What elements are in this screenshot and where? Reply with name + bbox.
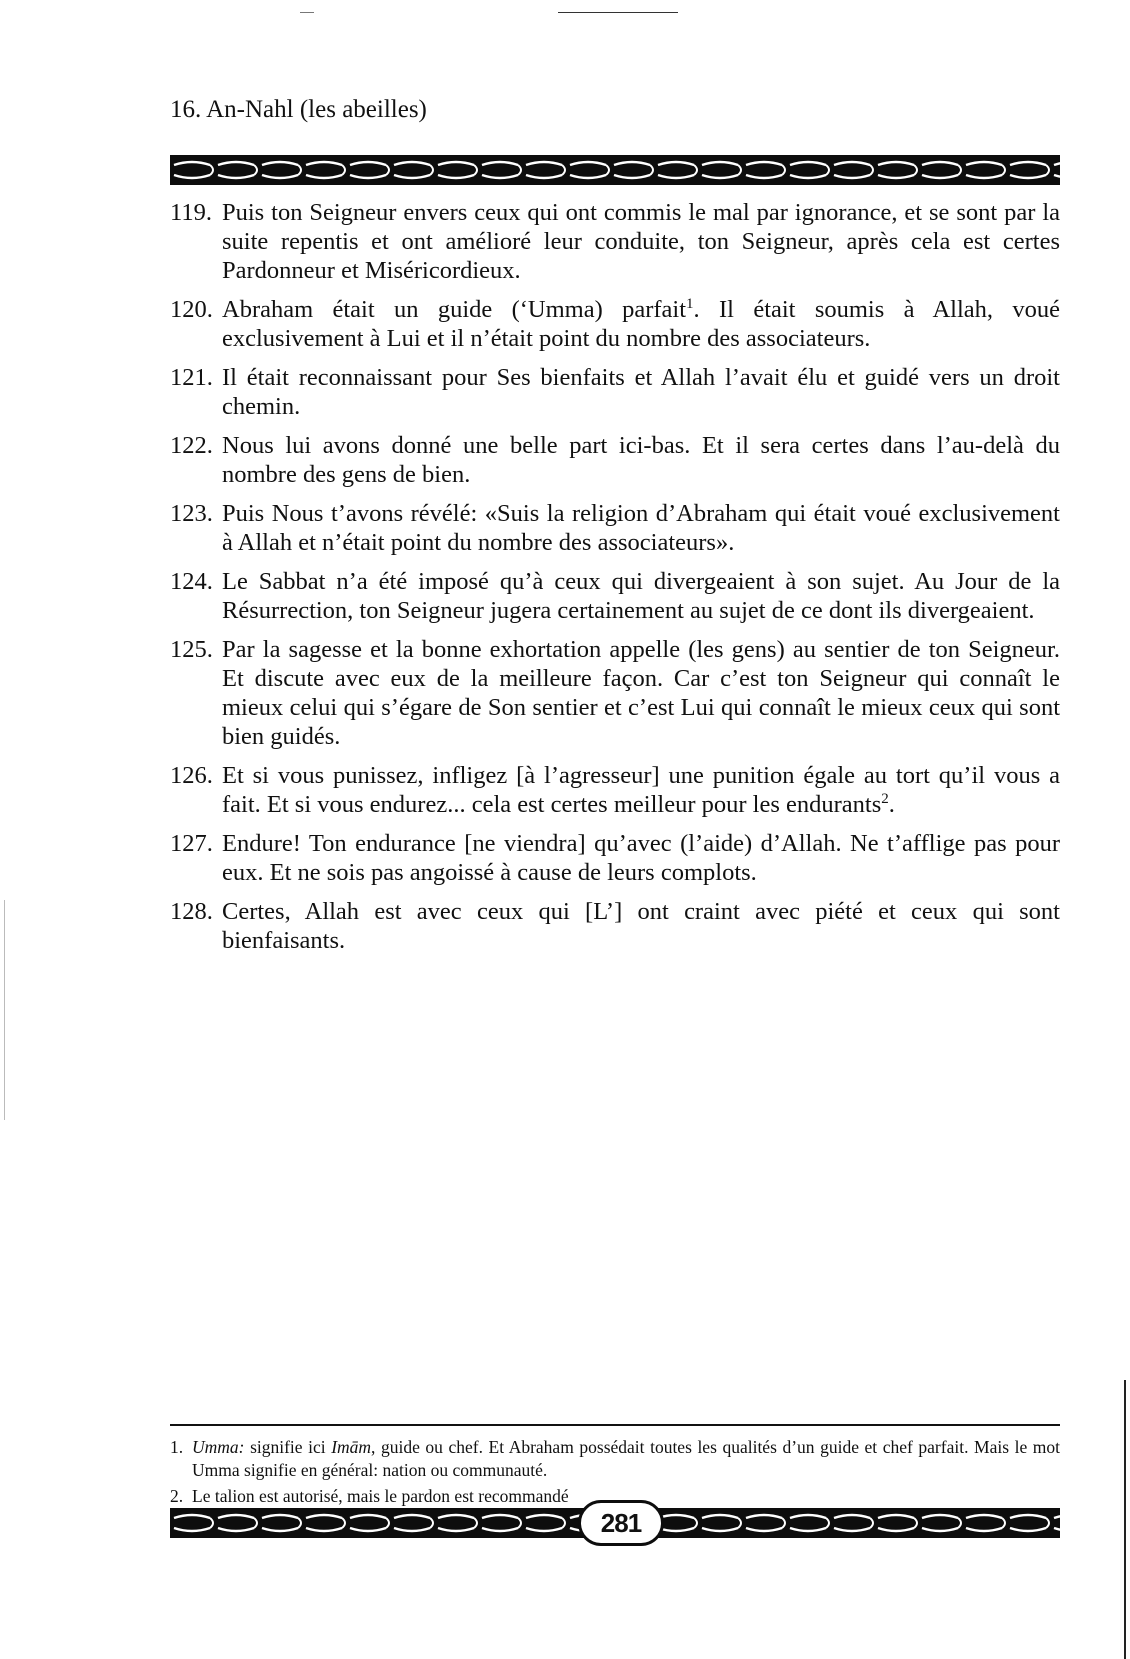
verse-125 xyxy=(170,635,1060,751)
verse-number: 123. xyxy=(170,500,213,527)
verse-text-part: Abraham était un guide (‘Umma) parfait xyxy=(222,296,687,323)
verse-121 xyxy=(170,363,1060,421)
verse-text: Puis Nous t’avons révélé: «Suis la religion d’Abraham qui était voué exclusivement à Allah et n’était point du nombre des associateurs». xyxy=(222,500,1060,556)
verse-number: 126. xyxy=(170,762,213,789)
verse-120 xyxy=(170,295,1060,353)
verse-number: 120. xyxy=(170,296,213,323)
verse-text-part: . xyxy=(888,791,895,818)
verse-number: 127. xyxy=(170,830,213,857)
top-rule xyxy=(558,12,678,13)
verse-number: 119. xyxy=(170,199,212,226)
verse-text: Le Sabbat n’a été imposé qu’à ceux qui divergeaient à son sujet. Au Jour de la Résurrection, ton Seigneur jugera certainement au sujet de ce dont ils divergeaient. xyxy=(222,568,1060,624)
footnote-divider xyxy=(170,1424,1060,1426)
footnote-term: Imām xyxy=(331,1437,372,1457)
verse-122 xyxy=(170,431,1060,489)
verse-number: 122. xyxy=(170,432,213,459)
page-header: 16. An-Nahl (les abeilles) xyxy=(170,96,427,123)
verse-text-part: Et si vous punissez, infligez [à l’agresseur] une punition égale au tort qu’il vous a fait. Et si vous endurez... cela est certes meilleur pour les endurants xyxy=(222,762,1060,818)
footnote-ref-2[interactable]: 2 xyxy=(881,790,889,807)
verse-126 xyxy=(170,761,1060,819)
verse-text xyxy=(222,295,1060,353)
verse-124 xyxy=(170,567,1060,625)
footnote-number: 1. xyxy=(170,1437,184,1457)
footnote-number: 2. xyxy=(170,1486,184,1506)
verse-text: Puis ton Seigneur envers ceux qui ont commis le mal par ignorance, et se sont par la suite repentis et ont amélioré leur conduite, ton Seigneur, après cela est certes Pardonneur et Miséricordieux. xyxy=(222,199,1060,284)
verse-text-part: . Il était soumis à Allah, voué exclusivement à Lui et il n’était point du nombre des associateurs. xyxy=(222,296,1060,352)
scan-edge xyxy=(4,900,5,1120)
scan-edge xyxy=(1124,1380,1126,1659)
verse-number: 125. xyxy=(170,636,213,663)
ornamental-band-top xyxy=(170,155,1060,185)
scan-mark xyxy=(300,12,314,13)
verse-text: Par la sagesse et la bonne exhortation appelle (les gens) au sentier de ton Seigneur. Et discute avec eux de la meilleure façon. Car c’est ton Seigneur qui connaît le mieux celui qui s’égare de Son sentier et c’est Lui qui connaît le mieux ceux qui sont bien guidés. xyxy=(222,636,1060,750)
ornament-pattern-top xyxy=(170,155,1060,185)
footnote-1 xyxy=(170,1436,1060,1482)
verse-number: 124. xyxy=(170,568,213,595)
footnote-text-part: signifie ici xyxy=(244,1437,332,1457)
verse-text: Certes, Allah est avec ceux qui [L’] ont craint avec piété et ceux qui sont bienfaisants. xyxy=(222,898,1060,954)
footnote-ref-1[interactable]: 1 xyxy=(686,295,694,312)
verse-123 xyxy=(170,499,1060,557)
verse-number: 121. xyxy=(170,364,213,391)
footnote-text-part: , guide ou chef. Et Abraham possédait toutes les qualités d’un guide et chef parfait. Mais le mot Umma signifie en général: nation ou communauté. xyxy=(192,1437,1060,1480)
verse-text: Il était reconnaissant pour Ses bienfaits et Allah l’avait élu et guidé vers un droit chemin. xyxy=(222,364,1060,420)
footnote-text xyxy=(192,1436,1060,1482)
footnote-text: Le talion est autorisé, mais le pardon est recommandé xyxy=(192,1486,569,1506)
footnote-term: Umma: xyxy=(192,1437,245,1457)
verse-119 xyxy=(170,198,1060,285)
verse-128 xyxy=(170,897,1060,955)
verse-127 xyxy=(170,829,1060,887)
page-number: 281 xyxy=(578,1500,664,1546)
verse-text: Endure! Ton endurance [ne viendra] qu’avec (l’aide) d’Allah. Ne t’afflige pas pour eux. Et ne sois pas angoissé à cause de leurs complots. xyxy=(222,830,1060,886)
verse-text: Nous lui avons donné une belle part ici-bas. Et il sera certes dans l’au-delà du nombre des gens de bien. xyxy=(222,432,1060,488)
verse-number: 128. xyxy=(170,898,213,925)
verse-text xyxy=(222,761,1060,819)
verse-list xyxy=(170,198,1060,965)
